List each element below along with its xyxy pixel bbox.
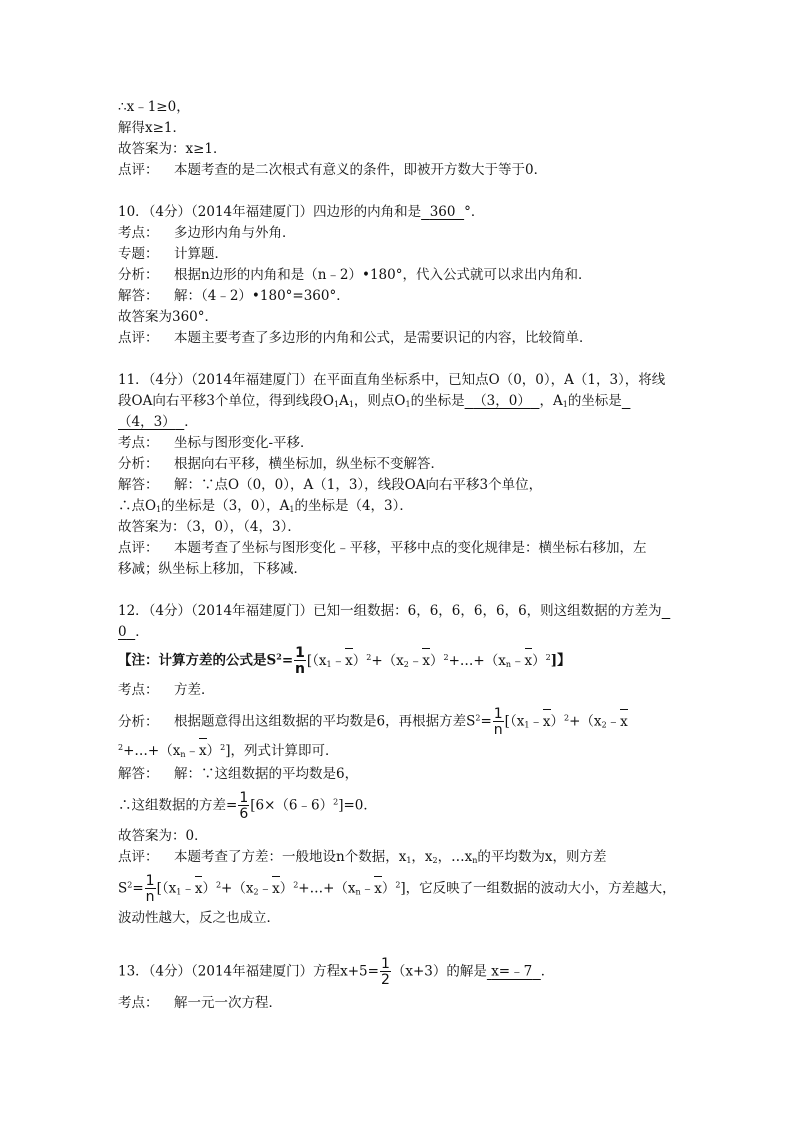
q11-kaodian: [118, 433, 314, 453]
label: 考点：: [118, 225, 159, 241]
label: 分析：: [118, 713, 159, 730]
value: 本题考查了坐标与图形变化﹣平移，平移中点的变化规律是：横坐标右移加，左: [174, 540, 647, 556]
q12-fenxi-2: $^2+\dots+(x_n﹣x)^2$]，列式计算即可．: [118, 743, 339, 759]
q10-heading: [118, 202, 484, 222]
label: 考点：: [118, 435, 159, 451]
label: 考点：: [118, 995, 159, 1011]
value: 坐标与图形变化-平移．: [174, 435, 314, 451]
q11-jieda-2: ∴点$O_1$的坐标是（3，0），$A_1$的坐标是（4，3）．: [118, 498, 413, 514]
answer-blank: x=﹣7: [491, 963, 533, 980]
q11-dianping-2: 移减；纵坐标上移加，下移减．: [118, 561, 307, 577]
label: 点评：: [118, 540, 159, 556]
q12-fenxi: 分析： 根据题意得出这组数据的平均数是6，再根据方差$S^2=$ $\frac{1}{n}$ [$(x_1﹣x)^2+(x_2﹣x$: [118, 706, 628, 738]
q11-answer: 故答案为：（3，0），（4，3）．: [118, 519, 301, 535]
label: 点评：: [118, 330, 159, 346]
value: 本题主要考查了多边形的内角和公式，是需要识记的内容，比较简单．: [174, 330, 593, 346]
q12-dianping-2: $S^2=$ $\frac{1}{n}$ $[(x_1﹣x)^2+(x_2﹣x)^2+\dots+(x_n﹣x)^2]$，它反映了一组数据的波动大小，方差越大，: [118, 873, 676, 905]
value: 解：（4﹣2）•180°=360°．: [174, 288, 350, 304]
q12-jieda-2: ∴这组数据的方差= $\frac{1}{6}$ [6×（6﹣6）$^2$]=0．: [118, 790, 377, 822]
label: 点评：: [118, 849, 159, 865]
answer-blank: 360: [429, 204, 456, 220]
fraction-1-over-2: $\frac{1}{2}$: [380, 956, 390, 988]
q11-heading-1: 11．（4分）（2014年福建厦门）在平面直角坐标系中，已知点O（0，0），A（1，3），将线: [118, 372, 666, 388]
value: 解：∵这组数据的平均数是6，: [174, 766, 359, 782]
label: 分析：: [118, 267, 159, 283]
question-text: 10．（4分）（2014年福建厦门）四边形的内角和是: [118, 204, 422, 220]
q13-kaodian: [118, 993, 282, 1013]
value: 方差．: [174, 682, 215, 698]
q10-answer: 故答案为360°．: [118, 309, 219, 325]
q12-dianping-3: 波动性越大，反之也成立．: [118, 910, 280, 926]
q11-jieda: [118, 475, 542, 495]
q10-kaodian: [118, 223, 296, 243]
q13-heading: 13．（4分）（2014年福建厦门）方程x+5= $\frac{1}{2}$ （x+3）的解是 x=﹣7 ．: [118, 956, 555, 988]
label: 专题：: [118, 246, 159, 262]
question-tail: °．: [464, 204, 485, 220]
q10-zhuanti: [118, 244, 228, 264]
value: 解一元一次方程．: [174, 995, 282, 1011]
answer-blank: 0: [118, 624, 127, 640]
q12-heading-1: 12．（4分）（2014年福建厦门）已知一组数据：6，6，6，6，6，6，则这组数据的方差为: [118, 603, 662, 619]
value: 计算题．: [174, 246, 228, 262]
q11-heading-3: （4，3） ．: [118, 414, 198, 430]
answer-blank-2: （4，3）: [118, 414, 176, 430]
q11-dianping: [118, 538, 647, 558]
q12-dianping: 点评： 本题考查了方差：一般地设n个数据，$x_1$，$x_2$，$\dots x_n$的平均数为x，则方差: [118, 849, 607, 865]
q10-jieda: [118, 286, 350, 306]
review-text: 本题考查的是二次根式有意义的条件，即被开方数大于等于0．: [174, 162, 548, 178]
q11-fenxi: [118, 454, 444, 474]
q11-heading-2: 段OA向右平移3个单位，得到线段$O_1A_1$，则点$O_1$的坐标是 （3，0） ，$A_1$的坐标是: [118, 393, 622, 409]
q12-heading-2: 0 ．: [118, 624, 149, 640]
q12-kaodian: [118, 680, 215, 700]
label: 解答：: [118, 288, 159, 304]
q9-line-1: ∴x﹣1≥0，: [118, 99, 190, 115]
q9-line-2: 解得x≥1．: [118, 120, 187, 136]
label: 解答：: [118, 766, 159, 782]
fraction-1-over-n: $\frac{1}{n}$: [295, 645, 305, 677]
value: 根据n边形的内角和是（n﹣2）•180°，代入公式就可以求出内角和．: [174, 267, 592, 283]
value: 根据向右平移，横坐标加，纵坐标不变解答．: [174, 456, 444, 472]
q9-line-3: 故答案为：x≥1．: [118, 141, 227, 157]
label: 解答：: [118, 477, 159, 493]
value: 多边形内角与外角．: [174, 225, 296, 241]
q12-jieda: [118, 764, 358, 784]
q12-note: 【注：计算方差的公式是$S^2=$ $\frac{1}{n}$ $[(x_1﹣x)^2+(x_2﹣x)^2+\dots+(x_n﹣x)^2]$】: [118, 645, 571, 677]
q12-answer: 故答案为：0．: [118, 828, 208, 844]
label: 考点：: [118, 682, 159, 698]
value: 解：∵点O（0，0），A（1，3），线段OA向右平移3个单位，: [174, 477, 543, 493]
label: 分析：: [118, 456, 159, 472]
answer-blank-1: （3，0）: [473, 393, 531, 409]
q10-dianping: [118, 328, 593, 348]
q9-review: [118, 160, 547, 180]
review-label: 点评：: [118, 162, 159, 178]
q10-fenxi: [118, 265, 591, 285]
